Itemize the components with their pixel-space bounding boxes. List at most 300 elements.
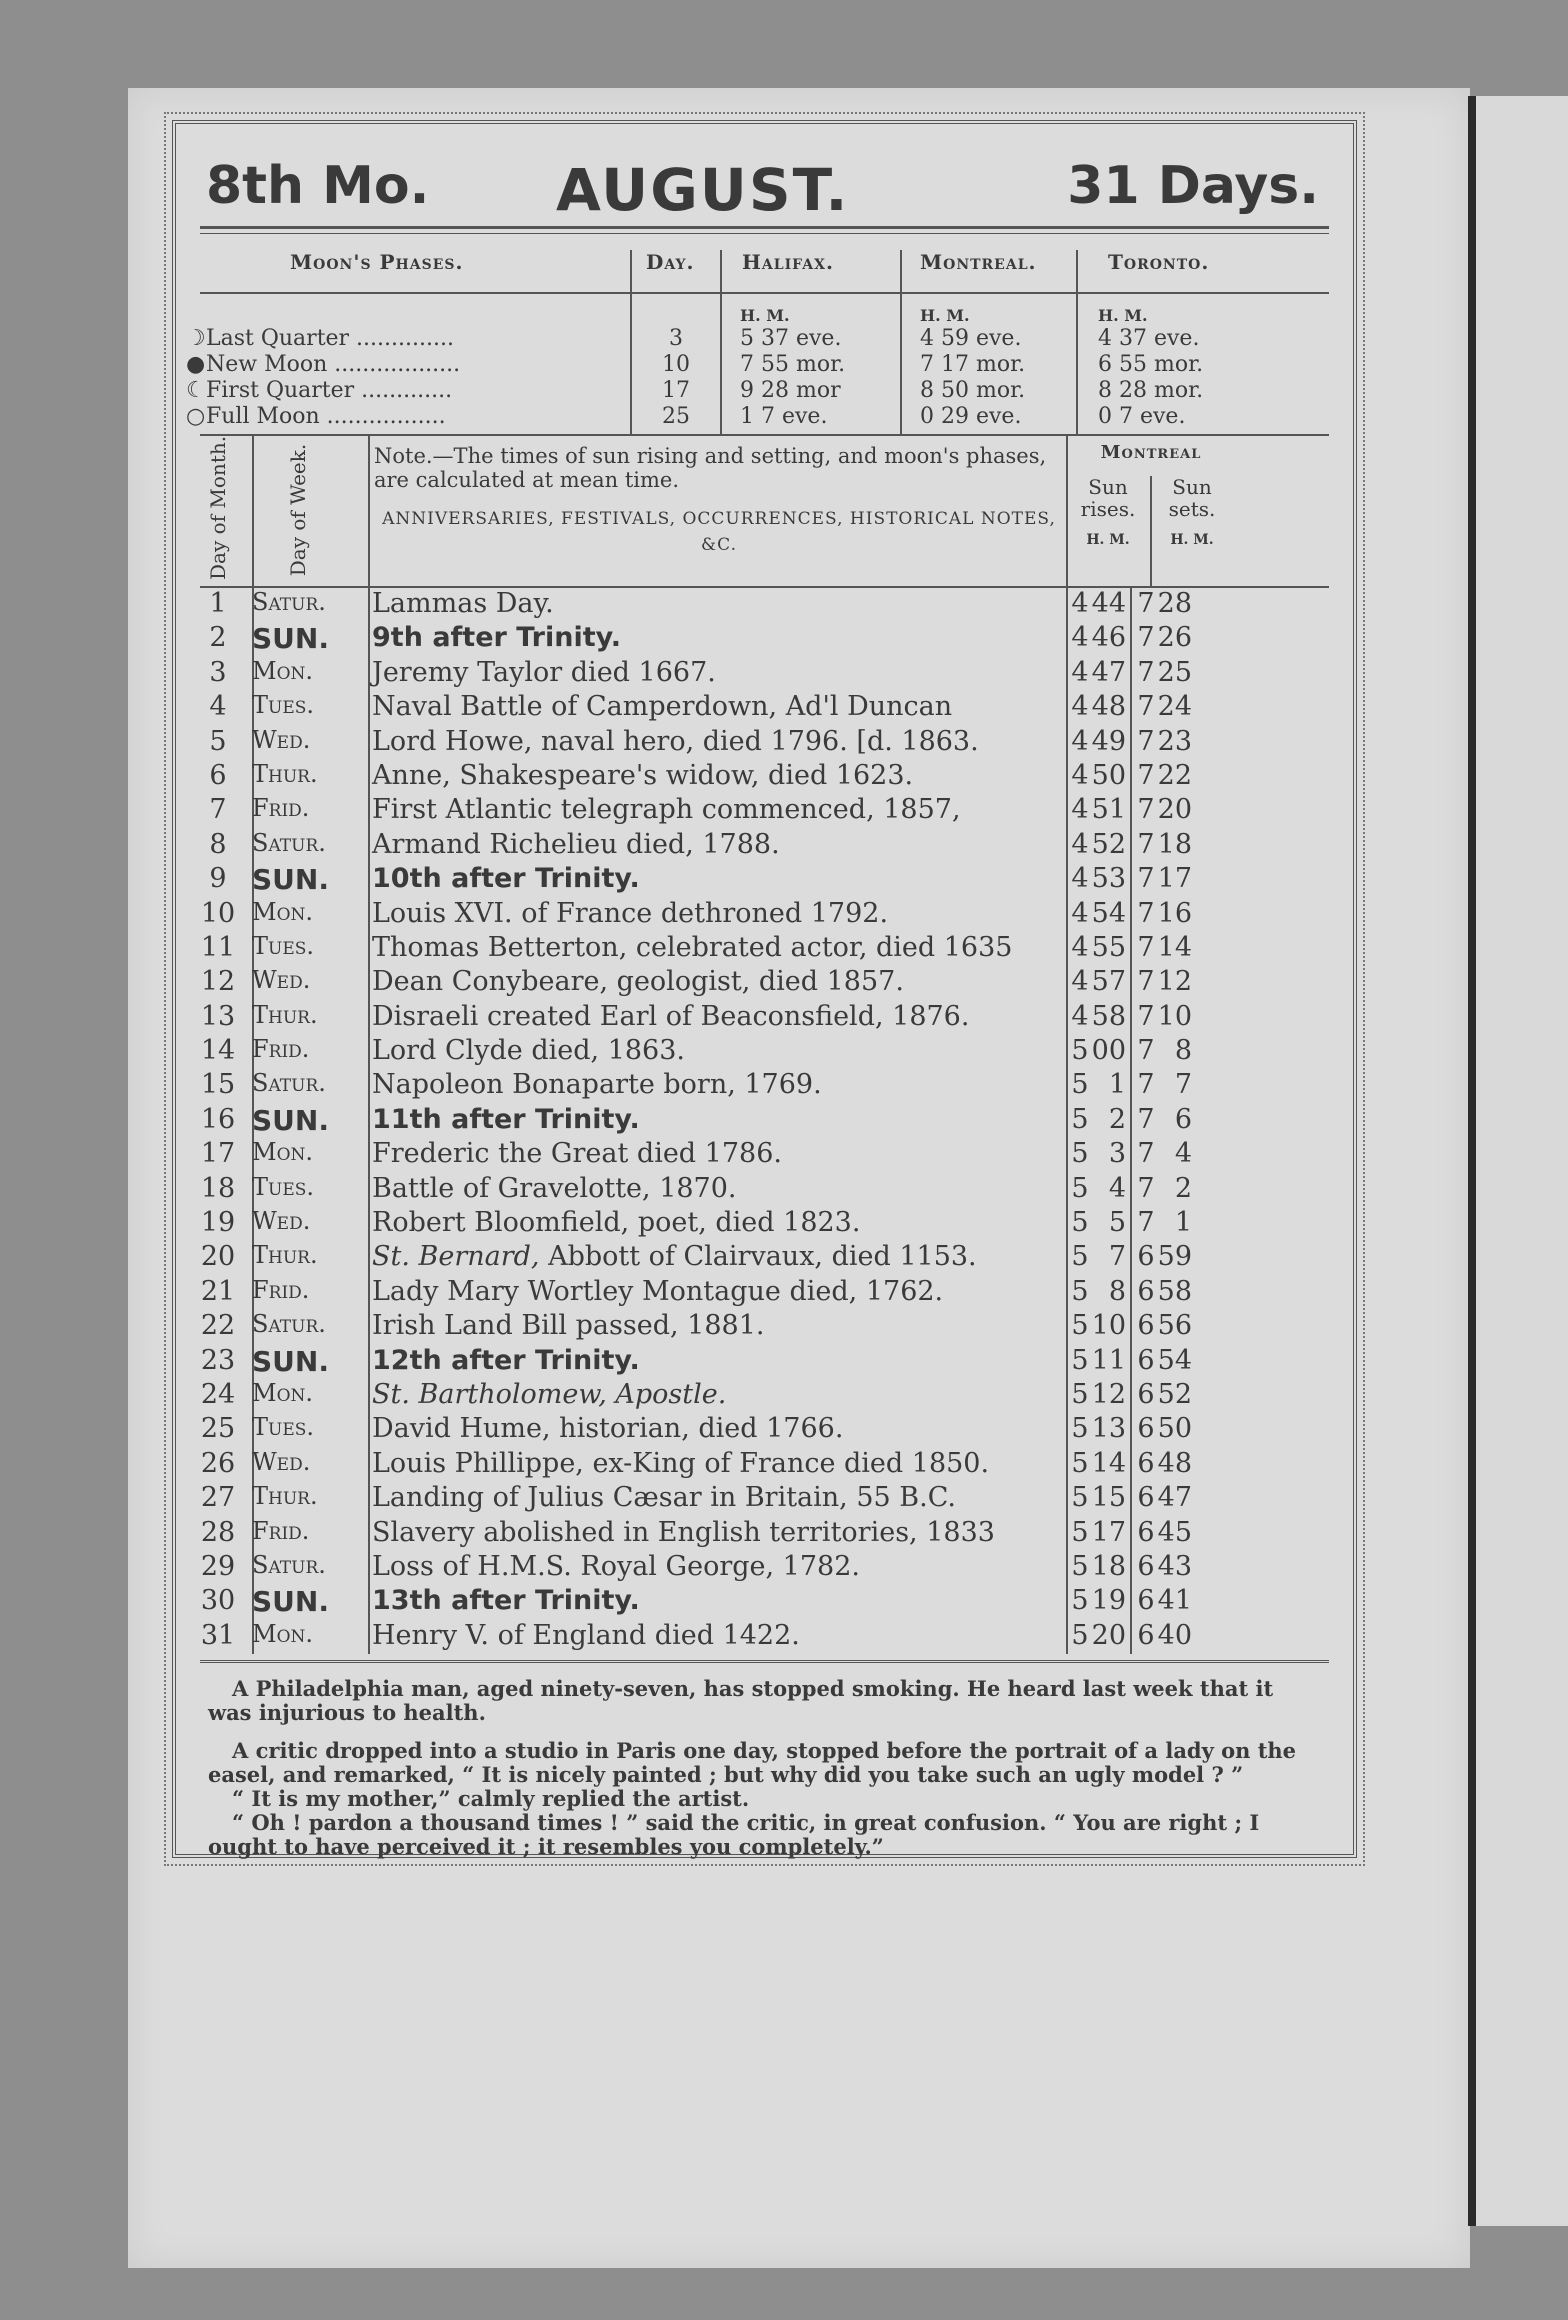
sunrise-minute: 53 <box>1091 863 1126 895</box>
sunrise-minute: 12 <box>1091 1378 1126 1410</box>
day-of-month: 21 <box>200 1275 236 1307</box>
day-of-month: 5 <box>209 725 227 757</box>
montreal-sun-header: Montreal <box>1100 442 1202 463</box>
calendar-frame <box>172 120 1357 1858</box>
moon-phase-icon: ☾ <box>186 378 206 403</box>
calendar-day-row <box>200 1001 1329 1035</box>
sunset-minute: 43 <box>1157 1550 1192 1582</box>
sunset-hour: 7 <box>1137 897 1155 929</box>
anecdote-artist-reply: “ It is my mother,” calmly replied the artist. <box>232 1786 750 1812</box>
sunset-minute: 12 <box>1157 966 1192 998</box>
day-of-month: 15 <box>200 1069 236 1101</box>
sunset-hour: 6 <box>1137 1310 1155 1342</box>
day-of-week: Satur. <box>252 1310 326 1339</box>
sunrise-minute: 58 <box>1091 1000 1126 1032</box>
halifax-col-header: Halifax. <box>742 250 834 274</box>
col-divider <box>368 436 370 586</box>
day-of-month: 18 <box>200 1172 236 1204</box>
phase-name: New Moon .................. <box>206 352 461 377</box>
sunrise-hour: 4 <box>1071 863 1089 895</box>
sunset-minute: 40 <box>1157 1619 1192 1651</box>
day-event: Battle of Gravelotte, 1870. <box>372 1172 737 1204</box>
day-of-week: Mon. <box>252 1138 314 1167</box>
phase-montreal-time: 4 59 eve. <box>920 326 1022 351</box>
sunrise-minute: 52 <box>1091 828 1126 860</box>
calendar-day-row <box>200 1620 1329 1654</box>
day-of-month: 2 <box>209 622 227 654</box>
day-of-month: 11 <box>200 931 236 963</box>
calendar-day-row <box>200 863 1329 897</box>
day-of-month: 1 <box>209 588 227 619</box>
sunset-minute: 24 <box>1157 691 1192 723</box>
saint-name: St. Bernard, <box>372 1241 540 1273</box>
sunset-hour: 7 <box>1137 1000 1155 1032</box>
sunset-hour: 7 <box>1137 863 1155 895</box>
moon-phases <box>186 294 1329 434</box>
days-count: 31 Days. <box>1067 156 1319 216</box>
sunset-hour: 7 <box>1137 588 1155 619</box>
calendar-day-row <box>200 1276 1329 1310</box>
sunset-hour: 6 <box>1137 1585 1155 1617</box>
day-of-month: 9 <box>209 863 227 895</box>
day-col-header: Day. <box>646 250 695 274</box>
day-of-week: Thur. <box>252 759 318 788</box>
day-event: Slavery abolished in English territories, 1833 <box>372 1516 995 1548</box>
day-of-week: Satur. <box>252 1550 326 1579</box>
day-event: 9th after Trinity. <box>372 622 621 654</box>
sunrise-minute: 51 <box>1091 794 1126 826</box>
sunset-hour: 7 <box>1137 1069 1155 1101</box>
sunrise-minute: 55 <box>1091 931 1126 963</box>
calendar-day-row <box>200 1413 1329 1447</box>
sunset-hour: 6 <box>1137 1516 1155 1548</box>
moon-phase-icon: ☽ <box>186 326 206 351</box>
day-event: St. Bernard, Abbott of Clairvaux, died 1153. <box>372 1241 977 1273</box>
sunrise-hour: 4 <box>1071 725 1089 757</box>
sunset-minute: 16 <box>1157 897 1192 929</box>
day-event: Loss of H.M.S. Royal George, 1782. <box>372 1550 860 1582</box>
sunrise-minute: 15 <box>1091 1482 1126 1514</box>
day-of-month: 3 <box>209 656 227 688</box>
day-of-month: 22 <box>200 1310 236 1342</box>
day-event: Armand Richelieu died, 1788. <box>372 828 780 860</box>
sunrise-hour: 4 <box>1071 828 1089 860</box>
phase-montreal-time: 7 17 mor. <box>920 352 1026 377</box>
anecdote-smoking: A Philadelphia man, aged ninety-seven, has stopped smoking. He heard last week that it was injurious to health. <box>208 1676 1274 1726</box>
phase-toronto-time: 0 7 eve. <box>1098 404 1186 429</box>
calendar-day-row <box>200 760 1329 794</box>
month-name: AUGUST. <box>556 156 850 224</box>
day-event: Irish Land Bill passed, 1881. <box>372 1310 765 1342</box>
day-of-month: 23 <box>200 1344 236 1376</box>
sunrise-hour: 5 <box>1071 1069 1089 1101</box>
sunset-hour: 6 <box>1137 1413 1155 1445</box>
day-event: Robert Bloomfield, poet, died 1823. <box>372 1207 861 1239</box>
sunrise-minute: 5 <box>1108 1207 1126 1239</box>
toronto-col-header: Toronto. <box>1108 250 1210 274</box>
sunrise-minute: 4 <box>1108 1172 1126 1204</box>
phase-toronto-time: 4 37 eve. <box>1098 326 1200 351</box>
day-of-week: Mon. <box>252 897 314 926</box>
day-of-week: SUN. <box>252 1585 329 1619</box>
day-event: Henry V. of England died 1422. <box>372 1619 800 1651</box>
hm-label: H. M. <box>1086 532 1130 548</box>
sunrise-minute: 48 <box>1091 691 1126 723</box>
sunset-minute: 54 <box>1157 1344 1192 1376</box>
day-event: Jeremy Taylor died 1667. <box>372 656 716 688</box>
col-divider <box>1150 476 1152 586</box>
day-event: Louis XVI. of France dethroned 1792. <box>372 897 889 929</box>
sunrise-hour: 5 <box>1071 1378 1089 1410</box>
day-of-month: 20 <box>200 1241 236 1273</box>
sunset-hour: 7 <box>1137 622 1155 654</box>
sunset-hour: 7 <box>1137 656 1155 688</box>
calendar-day-row <box>200 898 1329 932</box>
day-of-week: Thur. <box>252 1241 318 1270</box>
phase-montreal-time: 0 29 eve. <box>920 404 1022 429</box>
phase-toronto-time: 6 55 mor. <box>1098 352 1204 377</box>
anecdote-critic-apology: “ Oh ! pardon a thousand times ! ” said the critic, in great confusion. “ You are right ; I ought to have perceived it ; it resembles you completely.” <box>208 1810 1260 1860</box>
phase-toronto-time: 8 28 mor. <box>1098 378 1204 403</box>
sunset-minute: 10 <box>1157 1000 1192 1032</box>
phase-day: 3 <box>669 326 683 351</box>
day-of-month: 8 <box>209 828 227 860</box>
sunset-minute: 22 <box>1157 759 1192 791</box>
sunrise-minute: 1 <box>1108 1069 1126 1101</box>
day-event: Lord Howe, naval hero, died 1796. [d. 1863. <box>372 725 979 757</box>
sunset-minute: 45 <box>1157 1516 1192 1548</box>
sunset-minute: 26 <box>1157 622 1192 654</box>
sunrise-hour: 5 <box>1071 1550 1089 1582</box>
sunset-hour: 6 <box>1137 1344 1155 1376</box>
day-of-week: Wed. <box>252 725 311 754</box>
sunset-hour: 7 <box>1137 1103 1155 1135</box>
sunset-minute: 59 <box>1157 1241 1192 1273</box>
moon-phase-row <box>186 326 1329 354</box>
sunset-minute: 48 <box>1157 1447 1192 1479</box>
day-of-month: 26 <box>200 1447 236 1479</box>
calendar-day-row <box>200 691 1329 725</box>
sunrise-hour: 4 <box>1071 588 1089 619</box>
sunrise-hour: 5 <box>1071 1413 1089 1445</box>
day-of-month: 16 <box>200 1103 236 1135</box>
sunset-minute: 41 <box>1157 1585 1192 1617</box>
day-event: Louis Phillippe, ex-King of France died 1850. <box>372 1447 990 1479</box>
day-of-week: Thur. <box>252 1000 318 1029</box>
sunset-minute: 25 <box>1157 656 1192 688</box>
sunset-hour: 7 <box>1137 931 1155 963</box>
day-of-week: Mon. <box>252 1619 314 1648</box>
day-of-month: 10 <box>200 897 236 929</box>
sunset-minute: 56 <box>1157 1310 1192 1342</box>
title-row <box>196 134 1333 226</box>
day-event: Naval Battle of Camperdown, Ad'l Duncan <box>372 691 953 723</box>
calendar-day-row <box>200 1241 1329 1275</box>
sunrise-hour: 4 <box>1071 1000 1089 1032</box>
sunset-minute: 6 <box>1174 1103 1192 1135</box>
phase-day: 17 <box>662 378 690 403</box>
day-event: St. Bartholomew, Apostle. <box>372 1378 727 1410</box>
day-event: Disraeli created Earl of Beaconsfield, 1876. <box>372 1000 970 1032</box>
sun-rises-header: Sun rises. <box>1080 475 1136 521</box>
sunrise-hour: 5 <box>1071 1619 1089 1651</box>
day-event: David Hume, historian, died 1766. <box>372 1413 844 1445</box>
moon-phase-icon: ● <box>186 352 206 377</box>
sunset-hour: 7 <box>1137 1138 1155 1170</box>
day-event: Frederic the Great died 1786. <box>372 1138 782 1170</box>
calendar-day-row <box>200 1448 1329 1482</box>
sunset-hour: 6 <box>1137 1378 1155 1410</box>
sunset-minute: 4 <box>1174 1138 1192 1170</box>
calendar-day-row <box>200 1379 1329 1413</box>
sunrise-minute: 54 <box>1091 897 1126 929</box>
day-of-week: Frid. <box>252 794 310 823</box>
sunset-minute: 2 <box>1174 1172 1192 1204</box>
day-event: Landing of Julius Cæsar in Britain, 55 B.C. <box>372 1482 956 1514</box>
sunset-minute: 7 <box>1174 1069 1192 1101</box>
day-of-week: Tues. <box>252 931 315 960</box>
hm-label: H. M. <box>920 306 970 325</box>
sunset-hour: 6 <box>1137 1550 1155 1582</box>
sunset-hour: 6 <box>1137 1241 1155 1273</box>
day-of-month: 28 <box>200 1516 236 1548</box>
sunset-hour: 6 <box>1137 1482 1155 1514</box>
sunrise-minute: 47 <box>1091 656 1126 688</box>
sunrise-minute: 2 <box>1108 1103 1126 1135</box>
phases-header <box>200 234 1329 294</box>
sunset-hour: 7 <box>1137 966 1155 998</box>
day-rows <box>200 588 1329 1654</box>
sunset-hour: 7 <box>1137 1172 1155 1204</box>
calendar-day-row <box>200 657 1329 691</box>
sunrise-hour: 5 <box>1071 1035 1089 1067</box>
calendar-day-row <box>200 1345 1329 1379</box>
sunrise-minute: 10 <box>1091 1310 1126 1342</box>
sunrise-hour: 5 <box>1071 1138 1089 1170</box>
sunrise-minute: 49 <box>1091 725 1126 757</box>
sunset-minute: 52 <box>1157 1378 1192 1410</box>
moon-phase-row <box>186 352 1329 380</box>
sunrise-minute: 8 <box>1108 1275 1126 1307</box>
day-event: 12th after Trinity. <box>372 1344 640 1376</box>
calendar-day-row <box>200 829 1329 863</box>
calendar-day-row <box>200 1482 1329 1516</box>
phase-halifax-time: 1 7 eve. <box>740 404 828 429</box>
sunset-minute: 58 <box>1157 1275 1192 1307</box>
day-of-month: 7 <box>209 794 227 826</box>
phases-col-header: Moon's Phases. <box>290 250 464 274</box>
day-event: 10th after Trinity. <box>372 863 640 895</box>
hm-label: H. M. <box>1170 532 1214 548</box>
day-event: Lord Clyde died, 1863. <box>372 1035 685 1067</box>
sunrise-minute: 57 <box>1091 966 1126 998</box>
sunrise-hour: 5 <box>1071 1103 1089 1135</box>
hm-label: H. M. <box>740 306 790 325</box>
sunrise-hour: 4 <box>1071 897 1089 929</box>
day-of-week: Tues. <box>252 1172 315 1201</box>
sunrise-hour: 5 <box>1071 1172 1089 1204</box>
day-event: 11th after Trinity. <box>372 1103 640 1135</box>
phase-name: First Quarter ............. <box>206 378 453 403</box>
phase-name: Full Moon ................. <box>206 404 446 429</box>
phase-halifax-time: 7 55 mor. <box>740 352 846 377</box>
calendar-day-row <box>200 1069 1329 1103</box>
day-of-month-header: Day of Month. <box>206 435 230 580</box>
anniversaries-header: ANNIVERSARIES, FESTIVALS, OCCURRENCES, HISTORICAL NOTES, &C. <box>382 509 1056 555</box>
sunset-hour: 7 <box>1137 1207 1155 1239</box>
sunset-hour: 6 <box>1137 1619 1155 1651</box>
anecdotes <box>200 1660 1329 1859</box>
moon-phase-icon: ○ <box>186 404 206 429</box>
calendar-day-row <box>200 1104 1329 1138</box>
day-of-week: Satur. <box>252 828 326 857</box>
sunrise-hour: 4 <box>1071 794 1089 826</box>
day-of-month: 27 <box>200 1482 236 1514</box>
sunset-minute: 14 <box>1157 931 1192 963</box>
phase-halifax-time: 9 28 mor <box>740 378 841 403</box>
sunrise-hour: 5 <box>1071 1585 1089 1617</box>
calendar-day-row <box>200 1310 1329 1344</box>
sunrise-minute: 13 <box>1091 1413 1126 1445</box>
sunrise-hour: 4 <box>1071 656 1089 688</box>
moon-phase-row <box>186 378 1329 406</box>
sunset-minute: 20 <box>1157 794 1192 826</box>
sunset-hour: 7 <box>1137 725 1155 757</box>
calendar-day-row <box>200 794 1329 828</box>
hm-label: H. M. <box>1098 306 1148 325</box>
sunrise-hour: 4 <box>1071 966 1089 998</box>
day-of-week: Wed. <box>252 966 311 995</box>
anecdote-critic: A critic dropped into a studio in Paris one day, stopped before the portrait of a lady on the easel, and remarked, “ It is nicely painted ; but why did you take such an ugly model ? ” <box>208 1738 1297 1788</box>
day-of-month: 24 <box>200 1378 236 1410</box>
sunrise-hour: 5 <box>1071 1344 1089 1376</box>
phase-name: Last Quarter .............. <box>206 326 454 351</box>
sunset-minute: 1 <box>1174 1207 1192 1239</box>
calendar-day-row <box>200 1551 1329 1585</box>
sunrise-minute: 7 <box>1108 1241 1126 1273</box>
sunset-minute: 47 <box>1157 1482 1192 1514</box>
day-event: Thomas Betterton, celebrated actor, died 1635 <box>372 931 1013 963</box>
sunset-minute: 23 <box>1157 725 1192 757</box>
day-event: First Atlantic telegraph commenced, 1857, <box>372 794 961 826</box>
day-of-week: SUN. <box>252 863 329 897</box>
sunset-minute: 50 <box>1157 1413 1192 1445</box>
day-of-month: 6 <box>209 759 227 791</box>
day-of-month: 14 <box>200 1035 236 1067</box>
sunrise-hour: 5 <box>1071 1447 1089 1479</box>
title-rule <box>200 226 1329 234</box>
phase-montreal-time: 8 50 mor. <box>920 378 1026 403</box>
day-of-week: Frid. <box>252 1275 310 1304</box>
day-of-week: SUN. <box>252 1344 329 1378</box>
day-of-week: Satur. <box>252 1069 326 1098</box>
day-of-week: Mon. <box>252 1378 314 1407</box>
day-of-month: 13 <box>200 1000 236 1032</box>
sun-sets-header: Sun sets. <box>1168 475 1216 521</box>
sunrise-minute: 44 <box>1091 588 1126 619</box>
sunset-minute: 28 <box>1157 588 1192 619</box>
sunset-hour: 6 <box>1137 1275 1155 1307</box>
day-of-week: Tues. <box>252 1413 315 1442</box>
sunrise-hour: 4 <box>1071 622 1089 654</box>
day-of-week: Wed. <box>252 1207 311 1236</box>
day-of-month: 17 <box>200 1138 236 1170</box>
sunrise-minute: 19 <box>1091 1585 1126 1617</box>
facing-page-edge <box>1468 96 1568 2226</box>
calendar-day-row <box>200 1138 1329 1172</box>
calendar-day-row <box>200 932 1329 966</box>
sunrise-hour: 4 <box>1071 691 1089 723</box>
day-of-week-header: Day of Week. <box>286 443 310 577</box>
day-of-week: Frid. <box>252 1516 310 1545</box>
calendar-day-row <box>200 1173 1329 1207</box>
calendar-day-row <box>200 726 1329 760</box>
mean-time-note: Note.—The times of sun rising and setting, and moon's phases, are calculated at mean time. <box>374 444 1047 492</box>
day-of-week: Frid. <box>252 1035 310 1064</box>
sunset-minute: 18 <box>1157 828 1192 860</box>
sunrise-hour: 5 <box>1071 1241 1089 1273</box>
sunrise-minute: 46 <box>1091 622 1126 654</box>
sunset-hour: 7 <box>1137 1035 1155 1067</box>
sunrise-hour: 5 <box>1071 1482 1089 1514</box>
calendar-content <box>186 134 1333 1860</box>
month-number: 8th Mo. <box>206 156 430 216</box>
sunset-hour: 6 <box>1137 1447 1155 1479</box>
day-of-week: Thur. <box>252 1482 318 1511</box>
day-of-month: 4 <box>209 691 227 723</box>
sunrise-hour: 5 <box>1071 1275 1089 1307</box>
montreal-col-header: Montreal. <box>920 250 1037 274</box>
day-of-week: SUN. <box>252 622 329 656</box>
sunset-hour: 7 <box>1137 828 1155 860</box>
sunrise-minute: 14 <box>1091 1447 1126 1479</box>
calendar-day-row <box>200 1585 1329 1619</box>
sunrise-hour: 5 <box>1071 1207 1089 1239</box>
sunrise-minute: 00 <box>1091 1035 1126 1067</box>
sunset-hour: 7 <box>1137 691 1155 723</box>
day-of-month: 25 <box>200 1413 236 1445</box>
calendar-day-row <box>200 1517 1329 1551</box>
day-of-month: 31 <box>200 1619 236 1651</box>
sunrise-minute: 17 <box>1091 1516 1126 1548</box>
day-event: Anne, Shakespeare's widow, died 1623. <box>372 759 914 791</box>
phase-day: 10 <box>662 352 690 377</box>
day-of-week: Wed. <box>252 1447 311 1476</box>
sunrise-hour: 5 <box>1071 1516 1089 1548</box>
day-of-month: 29 <box>200 1550 236 1582</box>
sunrise-minute: 3 <box>1108 1138 1126 1170</box>
day-event: 13th after Trinity. <box>372 1585 640 1617</box>
phase-halifax-time: 5 37 eve. <box>740 326 842 351</box>
calendar-day-row <box>200 588 1329 622</box>
sunrise-minute: 18 <box>1091 1550 1126 1582</box>
day-of-week: SUN. <box>252 1103 329 1137</box>
day-event: Lammas Day. <box>372 588 554 619</box>
sunrise-minute: 11 <box>1091 1344 1126 1376</box>
sunrise-minute: 50 <box>1091 759 1126 791</box>
day-of-week: Mon. <box>252 656 314 685</box>
day-of-month: 19 <box>200 1207 236 1239</box>
day-event: Napoleon Bonaparte born, 1769. <box>372 1069 822 1101</box>
moon-phase-row <box>186 404 1329 432</box>
calendar-day-row <box>200 966 1329 1000</box>
sunset-minute: 8 <box>1174 1035 1192 1067</box>
phase-day: 25 <box>662 404 690 429</box>
sunrise-hour: 4 <box>1071 931 1089 963</box>
day-event: Dean Conybeare, geologist, died 1857. <box>372 966 904 998</box>
calendar-day-row <box>200 622 1329 656</box>
col-divider <box>252 436 254 586</box>
